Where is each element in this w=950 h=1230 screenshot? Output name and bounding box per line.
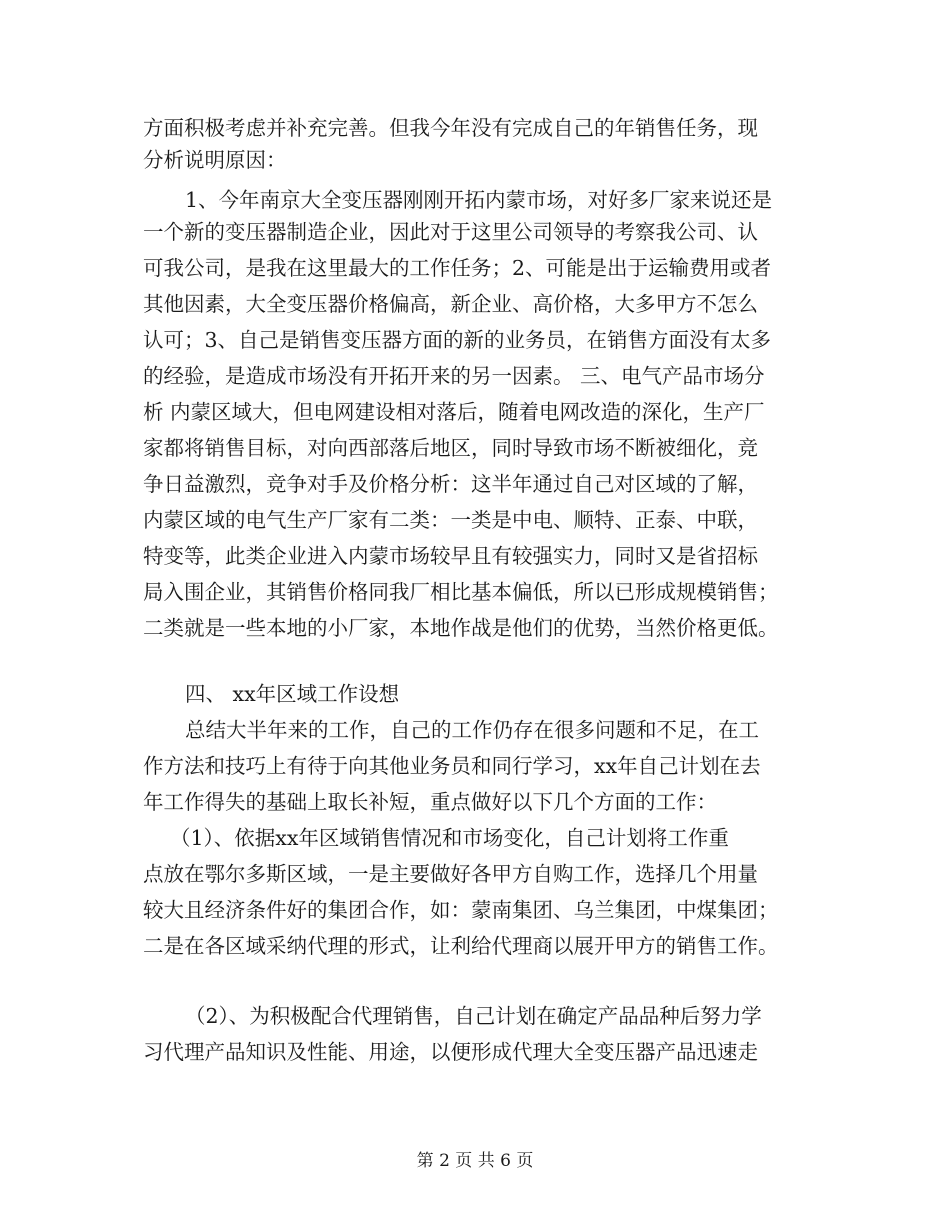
text-line: 可我公司，是我在这里最大的工作任务；2、可能是出于运输费用或者 — [143, 256, 772, 280]
text-line: 分析说明原因： — [143, 148, 287, 172]
text-line: 局入围企业，其销售价格同我厂相比基本偏低，所以已形成规模销售； — [143, 580, 779, 604]
text-line: 二是在各区域采纳代理的形式，让利给代理商以展开甲方的销售工作。 — [143, 934, 779, 958]
text-line: 1、今年南京大全变压器刚刚开拓内蒙市场，对好多厂家来说还是 — [185, 188, 773, 212]
text-line: 内蒙区域的电气生产厂家有二类：一类是中电、顺特、正泰、中联， — [143, 508, 758, 532]
text-line: 其他因素，大全变压器价格偏高，新企业、高价格，大多甲方不怎么 — [143, 292, 758, 316]
text-line: 一个新的变压器制造企业，因此对于这里公司领导的考察我公司、认 — [143, 220, 758, 244]
text-line: 认可；3、自己是销售变压器方面的新的业务员，在销售方面没有太多 — [143, 328, 772, 352]
text-line: 点放在鄂尔多斯区域，一是主要做好各甲方自购工作，选择几个用量 — [143, 862, 758, 886]
text-line: 习代理产品知识及性能、用途，以便形成代理大全变压器产品迅速走 — [143, 1040, 758, 1064]
text-line: 析 内蒙区域大，但电网建设相对落后，随着电网改造的深化，生产厂 — [143, 400, 765, 424]
text-line: 家都将销售目标，对向西部落后地区，同时导致市场不断被细化，竞 — [143, 436, 758, 460]
text-line: 总结大半年来的工作，自己的工作仍存在很多问题和不足，在工 — [185, 718, 759, 742]
text-line: 特变等，此类企业进入内蒙市场较早且有较强实力，同时又是省招标 — [143, 544, 758, 568]
page-footer: 第 2 页 共 6 页 — [416, 1151, 534, 1171]
text-line: 的经验，是造成市场没有开拓开来的另一因素。 三、电气产品市场分 — [143, 364, 765, 388]
text-line: 二类就是一些本地的小厂家，本地作战是他们的优势，当然价格更低。 — [143, 616, 779, 640]
section-heading: 四、 xx年区域工作设想 — [185, 682, 400, 706]
text-line: （2）、为积极配合代理销售，自己计划在确定产品品种后努力学 — [185, 1004, 762, 1028]
text-line: 方面积极考虑并补充完善。但我今年没有完成自己的年销售任务，现 — [143, 116, 758, 140]
text-line: （1）、依据xx年区域销售情况和市场变化，自己计划将工作重 — [170, 826, 729, 850]
text-line: 年工作得失的基础上取长补短，重点做好以下几个方面的工作： — [143, 790, 717, 814]
text-line: 较大且经济条件好的集团合作，如：蒙南集团、乌兰集团，中煤集团； — [143, 898, 779, 922]
text-line: 作方法和技巧上有待于向其他业务员和同行学习，xx年自己计划在去 — [143, 754, 761, 778]
text-line: 争日益激烈，竞争对手及价格分析：这半年通过自己对区域的了解， — [143, 472, 758, 496]
